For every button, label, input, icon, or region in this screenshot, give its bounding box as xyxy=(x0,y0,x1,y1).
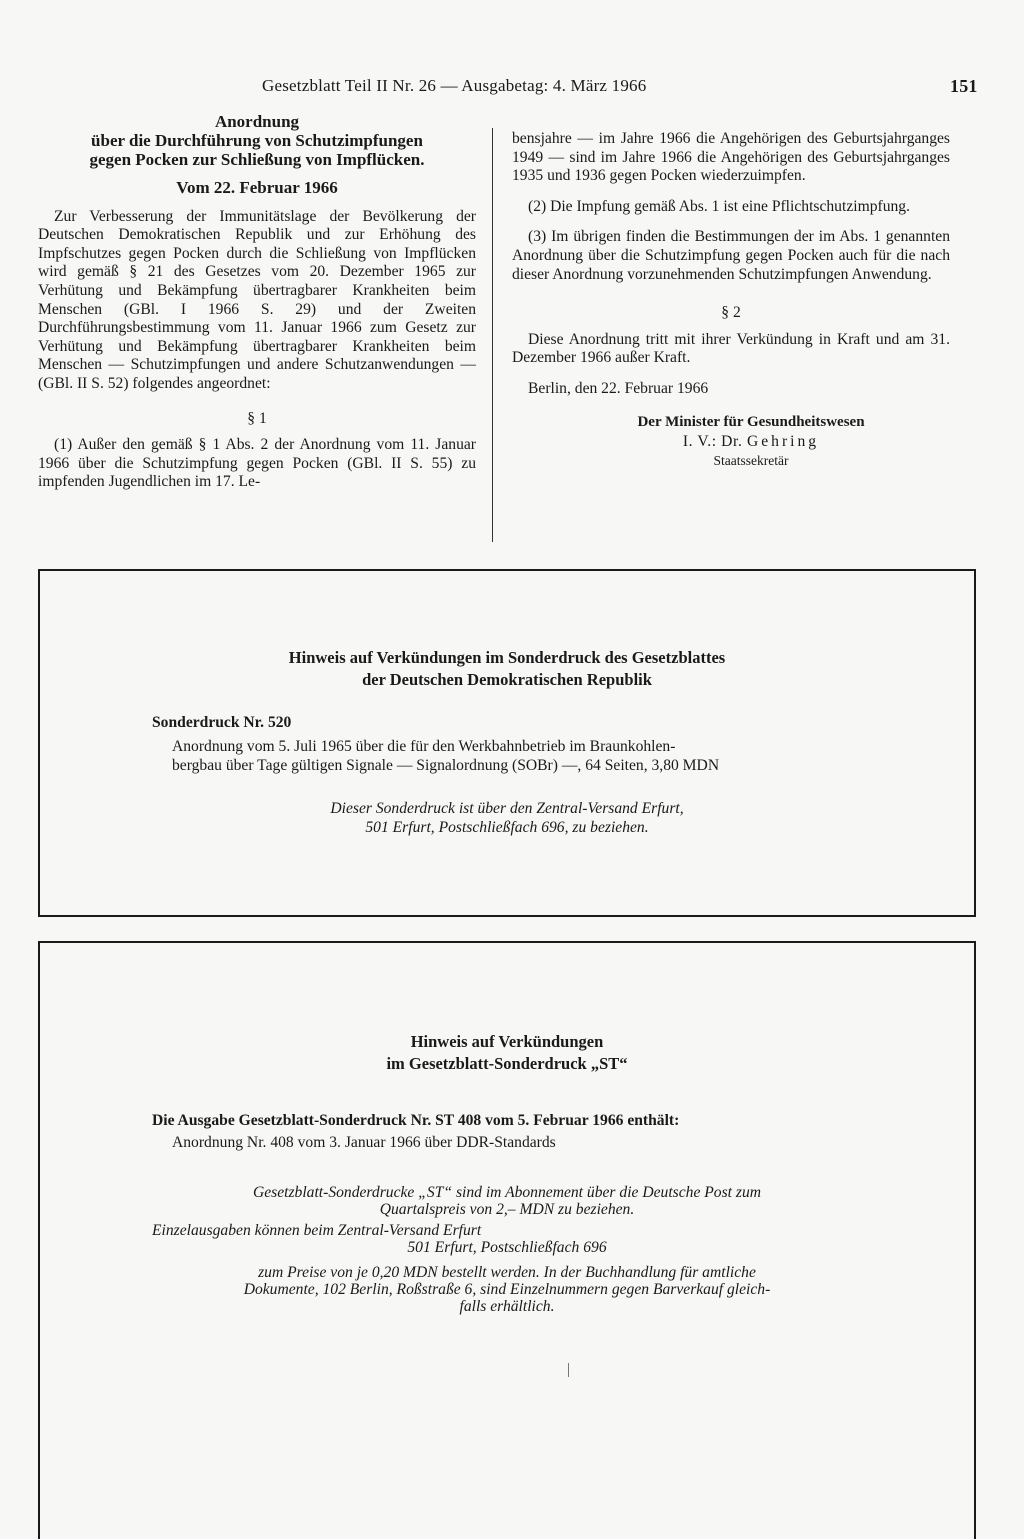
notice-2-title-line: Hinweis auf Verkündungen xyxy=(410,1032,604,1051)
section-2-text: Diese Anordnung tritt mit ihrer Verkündung in Kraft und am 31. Dezember 1966 außer Kraft. xyxy=(512,330,950,367)
single-issue-line: Einzelausgaben können beim Zentral-Versand Erfurt xyxy=(152,1222,482,1239)
title-line: über die Durchführung von Schutzimpfungen xyxy=(91,131,423,150)
page-number: 151 xyxy=(950,76,978,96)
price-line: Dokumente, 102 Berlin, Roßstraße 6, sind Einzelnummern gegen Barverkauf gleich- xyxy=(243,1281,771,1298)
notice-st-box xyxy=(38,941,976,1539)
right-column xyxy=(512,130,950,470)
signature-name: Gehring xyxy=(746,433,820,451)
section-1-paragraph-3: (3) Im übrigen finden die Bestimmungen der im Abs. 1 genannten Anordnung über die Schutzimpfung gegen Pocken auch für die nach dieser Anordnung vorzunehmenden Schutzimpfungen Anwendung. xyxy=(512,228,950,283)
subscription-line: Gesetzblatt-Sonderdrucke „ST“ sind im Abonnement über die Deutsche Post zum xyxy=(252,1184,762,1201)
section-2-heading: § 2 xyxy=(721,304,741,322)
page-header xyxy=(262,76,978,96)
sonderdruck-description-line: bergbau über Tage gültigen Signale — Signalordnung (SOBr) —, 64 Seiten, 3,80 MDN xyxy=(172,757,720,774)
notice-sonderdruck-box xyxy=(38,569,976,917)
preamble: Zur Verbesserung der Immunitätslage der Bevölkerung der Deutschen Demokratischen Republik und zur Erhöhung des Impfschutzes gegen Pocken durch die Schließung von Impflücken wird gemäß § 21 des Gesetzes vom 20. Dezember 1965 zur Verhütung und Bekämpfung übertragbarer Krankheiten beim Menschen (GBl. I 1966 S. 29) und der Zweiten Durchführungsbestimmung vom 11. Januar 1966 zum Gesetz zur Verhütung und Bekämpfung übertragbarer Krankheiten beim Menschen — Schutzimpfungen und andere Schutzanwendungen — (GBl. II S. 52) folgendes angeordnet: xyxy=(38,207,476,392)
header-text: Gesetzblatt Teil II Nr. 26 — Ausgabetag: 4. März 1966 xyxy=(262,76,647,95)
notice-1-title-line: Hinweis auf Verkündungen im Sonderdruck des Gesetzblattes xyxy=(288,648,726,667)
section-1-paragraph-1-continued: bensjahre — im Jahre 1966 die Angehörigen des Geburtsjahrganges 1949 — sind im Jahre 1966 die Angehörigen des Geburtsjahrganges 1935 und 1936 gegen Pocken wiederzuimpfen. xyxy=(512,130,950,185)
scan-mark xyxy=(568,1363,569,1377)
article-date: Vom 22. Februar 1966 xyxy=(176,178,338,197)
ordering-note-line: 501 Erfurt, Postschließfach 696, zu beziehen. xyxy=(365,819,649,836)
single-issue-address: 501 Erfurt, Postschließfach 696 xyxy=(407,1239,607,1256)
sonderdruck-label: Sonderdruck Nr. 520 xyxy=(152,714,292,731)
section-1-heading: § 1 xyxy=(247,409,267,427)
article-title xyxy=(38,112,476,169)
notice-1-title-line: der Deutschen Demokratischen Republik xyxy=(362,670,652,689)
ordering-note-line: Dieser Sonderdruck ist über den Zentral-Versand Erfurt, xyxy=(330,800,684,817)
section-1-paragraph-2: (2) Die Impfung gemäß Abs. 1 ist eine Pflichtschutzimpfung. xyxy=(528,197,910,215)
notice-1-title xyxy=(40,647,974,691)
subscription-line: Quartalspreis von 2,– MDN zu beziehen. xyxy=(379,1201,635,1218)
place-and-date: Berlin, den 22. Februar 1966 xyxy=(528,379,709,397)
signature-prefix: I. V.: Dr. xyxy=(682,433,743,451)
signature-organization: Der Minister für Gesundheitswesen xyxy=(637,413,865,430)
section-1-paragraph-1: (1) Außer den gemäß § 1 Abs. 2 der Anordnung vom 11. Januar 1966 über die Schutzimpfung gegen Pocken (GBl. II S. 55) zu impfenden Jugendlichen im 17. Le- xyxy=(38,436,476,491)
signature-line xyxy=(552,433,950,452)
left-column xyxy=(38,112,476,499)
edition-line: Die Ausgabe Gesetzblatt-Sonderdruck Nr. ST 408 vom 5. Februar 1966 enthält: xyxy=(152,1112,680,1129)
price-line: falls erhältlich. xyxy=(459,1298,555,1315)
signature-title: Staatssekretär xyxy=(713,452,789,468)
sonderdruck-description-line: Anordnung vom 5. Juli 1965 über die für den Werkbahnbetrieb im Braunkohlen- xyxy=(172,738,676,755)
column-divider xyxy=(492,128,493,542)
title-line: Anordnung xyxy=(214,112,300,131)
title-line: gegen Pocken zur Schließung von Impflücken. xyxy=(89,150,425,169)
notice-2-title-line: im Gesetzblatt-Sonderdruck „ST“ xyxy=(386,1054,628,1073)
price-line: zum Preise von je 0,20 MDN bestellt werden. In der Buchhandlung für amtliche xyxy=(258,1264,756,1281)
notice-2-title xyxy=(40,1031,974,1075)
edition-content: Anordnung Nr. 408 vom 3. Januar 1966 über DDR-Standards xyxy=(172,1134,556,1151)
